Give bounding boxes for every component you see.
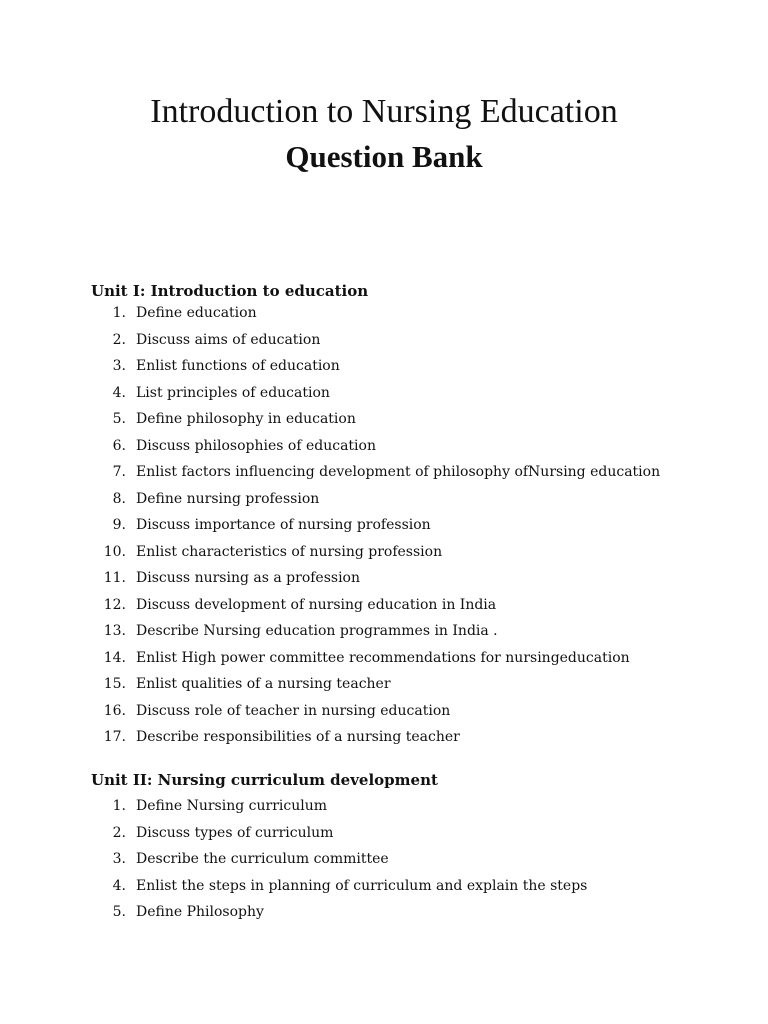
question-item (91, 726, 731, 753)
question-item (91, 620, 731, 647)
question-text: Define nursing profession (136, 490, 320, 507)
question-text: Define education (136, 305, 257, 321)
question-text: Describe the curriculum committee (136, 851, 389, 867)
question-number: 1. (112, 798, 126, 814)
question-item (91, 329, 731, 356)
question-item (91, 435, 731, 462)
unit-heading: Unit II: Nursing curriculum development (91, 771, 438, 789)
question-list (91, 302, 731, 753)
question-number: 16. (103, 702, 126, 719)
question-number: 3. (112, 851, 126, 867)
question-text: Discuss role of teacher in nursing education (136, 702, 451, 719)
question-item (91, 461, 731, 488)
question-number: 6. (112, 437, 126, 454)
question-text: Describe Nursing education programmes in India . (136, 623, 498, 639)
question-item (91, 514, 731, 541)
question-number: 4. (112, 384, 126, 401)
question-text: Discuss development of nursing education in India (136, 596, 497, 613)
question-item (91, 901, 731, 928)
question-list (91, 795, 731, 928)
question-number: 14. (103, 649, 126, 666)
question-text: Describe responsibilities of a nursing teacher (136, 729, 460, 745)
question-number: 9. (112, 517, 126, 533)
question-item (91, 647, 731, 674)
question-number: 8. (112, 490, 126, 507)
unit-section-1 (91, 280, 731, 753)
question-text: Enlist factors influencing development of philosophy ofNursing education (136, 464, 661, 480)
question-text: Enlist qualities of a nursing teacher (136, 676, 391, 692)
question-number: 11. (103, 570, 126, 586)
question-item (91, 302, 731, 329)
question-text: Define Nursing curriculum (136, 798, 327, 814)
question-text: Enlist High power committee recommendations for nursingeducation (136, 649, 630, 666)
question-item (91, 355, 731, 382)
question-text: Discuss aims of education (136, 331, 321, 348)
question-number: 17. (103, 729, 126, 745)
question-text: Define philosophy in education (136, 411, 356, 427)
question-text: Enlist functions of education (136, 358, 340, 374)
question-text: Discuss types of curriculum (136, 824, 334, 841)
unit-heading: Unit I: Introduction to education (91, 282, 369, 300)
document-subtitle: Question Bank (285, 139, 483, 174)
question-number: 2. (112, 824, 126, 841)
question-item (91, 673, 731, 700)
question-text: Define Philosophy (136, 904, 264, 920)
question-item (91, 567, 731, 594)
question-number: 7. (112, 464, 126, 480)
question-number: 1. (112, 305, 126, 321)
question-text: Discuss importance of nursing profession (136, 517, 431, 533)
question-item (91, 594, 731, 621)
question-number: 12. (103, 596, 126, 613)
question-text: Discuss philosophies of education (136, 437, 376, 454)
question-item (91, 488, 731, 515)
question-item (91, 848, 731, 875)
question-item (91, 822, 731, 849)
question-item (91, 541, 731, 568)
question-number: 15. (103, 676, 126, 692)
question-number: 5. (112, 411, 126, 427)
question-text: Enlist characteristics of nursing profession (136, 543, 443, 560)
question-number: 5. (112, 904, 126, 920)
unit-section-2 (91, 769, 731, 928)
question-text: Enlist the steps in planning of curriculum and explain the steps (136, 877, 588, 894)
question-item (91, 382, 731, 409)
question-item (91, 795, 731, 822)
document-title: Introduction to Nursing Education (150, 93, 618, 130)
question-item (91, 875, 731, 902)
question-item (91, 700, 731, 727)
question-number: 3. (112, 358, 126, 374)
question-text: Discuss nursing as a profession (136, 570, 360, 586)
question-number: 13. (103, 623, 126, 639)
question-number: 4. (112, 877, 126, 894)
question-text: List principles of education (136, 384, 330, 401)
question-number: 10. (103, 543, 126, 560)
question-number: 2. (112, 331, 126, 348)
question-item (91, 408, 731, 435)
